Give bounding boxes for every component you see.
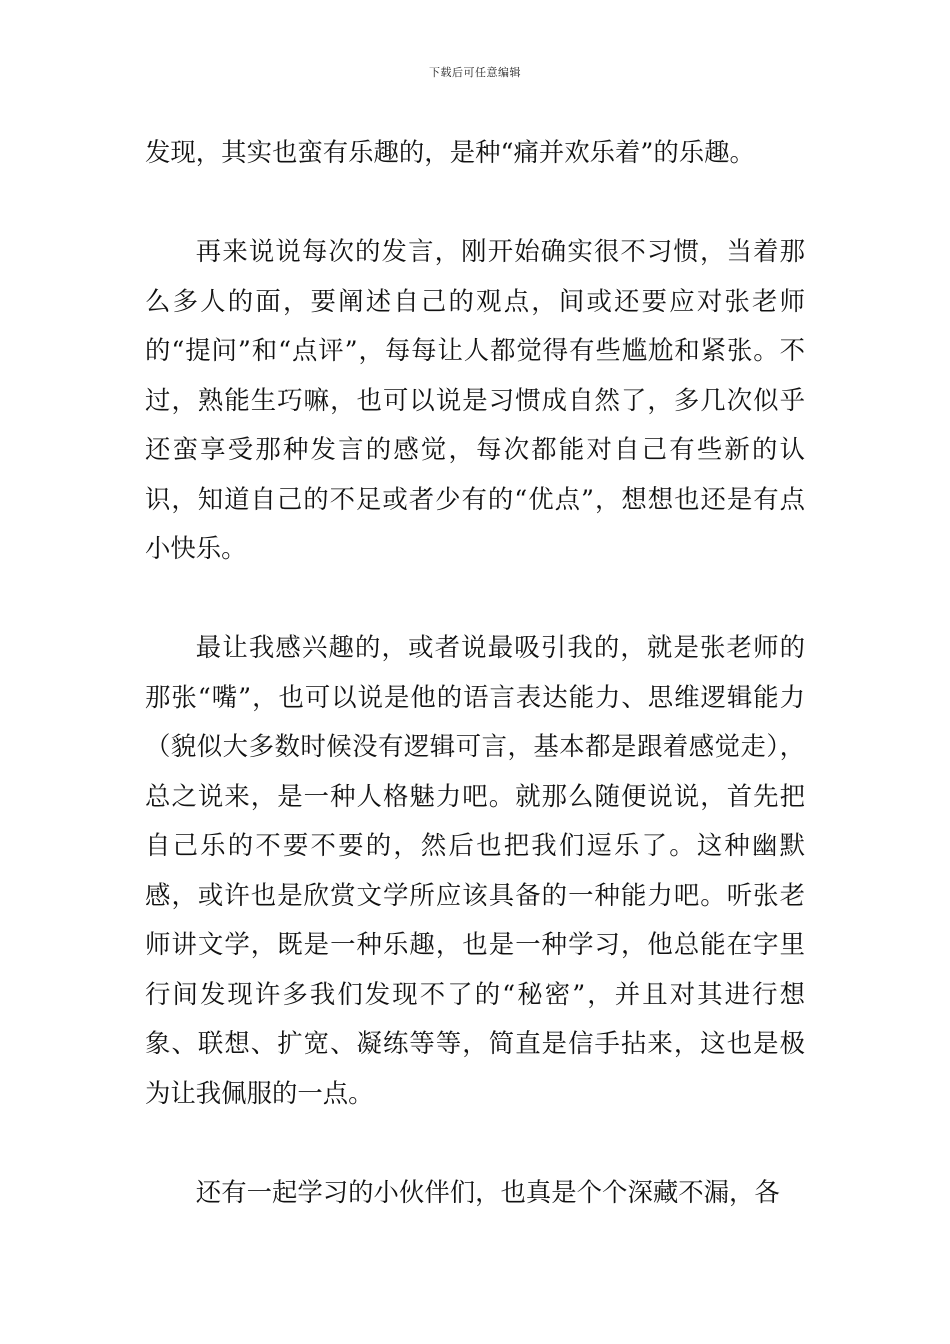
paragraph-3: 最让我感兴趣的，或者说最吸引我的，就是张老师的那张“嘴”，也可以说是他的语言表达能力、思维逻辑能力（貌似大多数时候没有逻辑可言，基本都是跟着感觉走），总之说来，是一种人格魅力吧。就那么随便说说，首先把自己乐的不要不要的，然后也把我们逗乐了。这种幽默感，或许也是欣赏文学所应该具备的一种能力吧。听张老师讲文学，既是一种乐趣，也是一种学习，他总能在字里行间发现许多我们发现不了的“秘密”，并且对其进行想象、联想、扩宽、凝练等等，简直是信手拈来，这也是极为让我佩服的一点。 xyxy=(145,632,805,1108)
page-header: 下载后可任意编辑 xyxy=(429,66,521,79)
paragraph-4: 还有一起学习的小伙伴们，也真是个个深藏不漏，各 xyxy=(195,1176,780,1207)
document-body xyxy=(145,128,805,1217)
paragraph-gap xyxy=(145,178,805,228)
paragraph-gap xyxy=(145,1118,805,1168)
paragraph-2: 再来说说每次的发言，刚开始确实很不习惯，当着那么多人的面，要阐述自己的观点，间或还要应对张老师的“提问”和“点评”，每每让人都觉得有些尴尬和紧张。不过，熟能生巧嘛，也可以说是习惯成自然了，多几次似乎还蛮享受那种发言的感觉，每次都能对自己有些新的认识，知道自己的不足或者少有的“优点”，想想也还是有点小快乐。 xyxy=(145,236,805,563)
paragraph-gap xyxy=(145,574,805,624)
paragraph-1: 发现，其实也蛮有乐趣的，是种“痛并欢乐着”的乐趣。 xyxy=(145,137,755,167)
